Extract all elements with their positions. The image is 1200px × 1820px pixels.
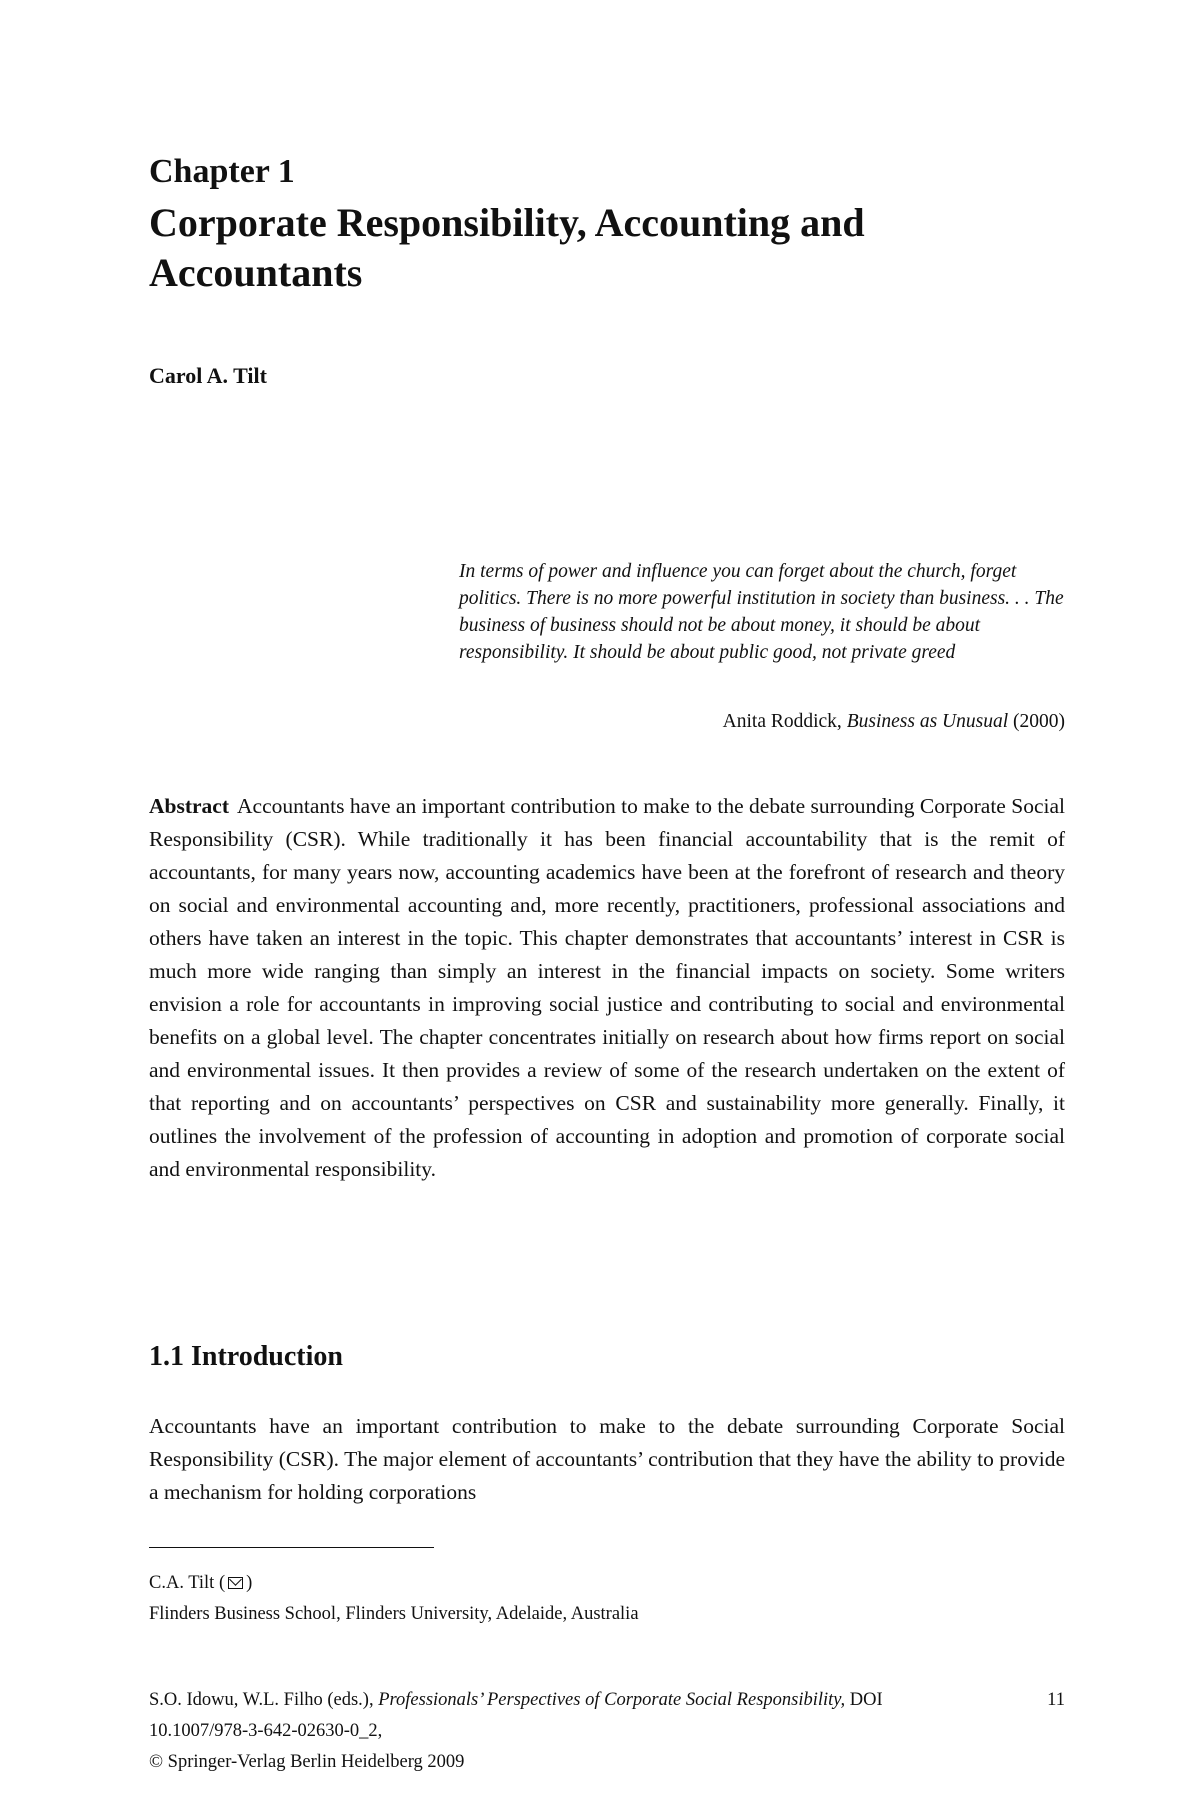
author-short-name: C.A. Tilt: [149, 1573, 215, 1593]
envelope-icon: [228, 1577, 243, 1589]
epigraph-year: (2000): [1013, 711, 1065, 732]
chapter-label: Chapter 1: [149, 153, 295, 190]
book-citation: [149, 1685, 909, 1778]
affiliation-line: Flinders Business School, Flinders University, Adelaide, Australia: [149, 1604, 639, 1624]
page-number: 11: [1047, 1690, 1065, 1710]
citation-doi: DOI 10.1007/978-3-642-02630-0_2,: [149, 1690, 883, 1741]
author-contact-line: C.A. Tilt ( ): [149, 1573, 253, 1593]
introduction-paragraph: Accountants have an important contribution to make to the debate surrounding Corporate Social Responsibility (CSR). The major element of accountants’ contribution that they have the ability to provide a mechanism for holding corporations: [149, 1414, 1065, 1504]
citation-editors: S.O. Idowu, W.L. Filho (eds.),: [149, 1690, 374, 1710]
abstract-label: Abstract: [149, 794, 230, 818]
chapter-title: Corporate Responsibility, Accounting and Accountants: [149, 200, 865, 295]
epigraph-attribution: [459, 708, 1065, 735]
chapter-author: Carol A. Tilt: [149, 363, 267, 388]
footnote-divider: [149, 1547, 434, 1548]
author-affiliation: [149, 1568, 1065, 1630]
epigraph-work-title: Business as Unusual: [846, 711, 1009, 732]
citation-book-title: Professionals’ Perspectives of Corporate Social Responsibility,: [378, 1690, 846, 1710]
epigraph-author: Anita Roddick,: [722, 711, 842, 732]
epigraph-quote: In terms of power and influence you can forget about the church, forget politics. There is no more powerful institution in society than business. . . The business of business should not be about money, it should be about responsibility. It should be about public good, not private greed: [459, 561, 1064, 663]
citation-copyright: © Springer-Verlag Berlin Heidelberg 2009: [149, 1752, 465, 1772]
abstract-text: Accountants have an important contribution to make to the debate surrounding Corporate Social Responsibility (CSR). While traditionally it has been financial accountability that is the remit of accountants, for many years now, accounting academics have been at the forefront of research and theory on social and environmental accounting and, more recently, practitioners, professional associations and others have taken an interest in the topic. This chapter demonstrates that accountants’ interest in CSR is much more wide ranging than simply an interest in the financial impacts on society. Some writers envision a role for accountants in improving social justice and contributing to social and environmental benefits on a global level. The chapter concentrates initially on research about how firms report on social and environmental issues. It then provides a review of some of the research undertaken on the extent of that reporting and on accountants’ perspectives on CSR and sustainability more generally. Finally, it outlines the involvement of the profession of accounting in adoption and promotion of corporate social and environmental responsibility.: [149, 794, 1065, 1181]
abstract-paragraph: [149, 790, 1065, 1186]
section-heading: 1.1 Introduction: [149, 1341, 343, 1372]
